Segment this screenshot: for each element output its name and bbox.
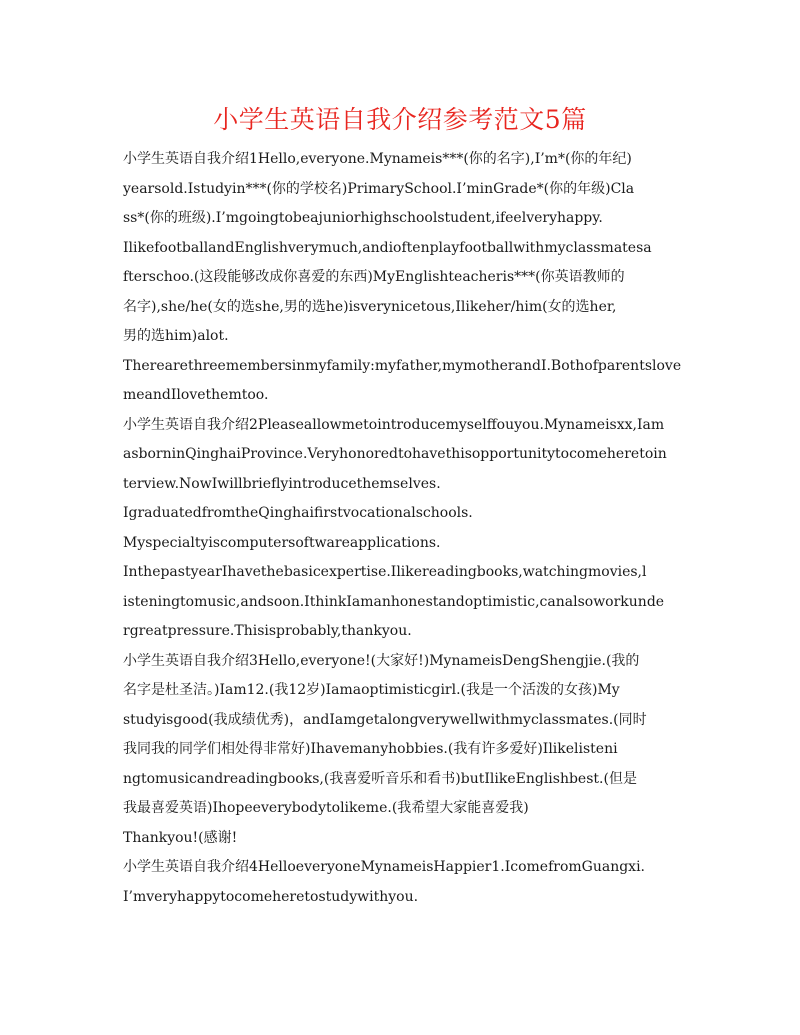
text-line: 小学生英语自我介绍2Pleaseallowmetointroducemyselffouyou.Mynameisxx,Iam — [123, 416, 665, 433]
text-line: Therearethreemembersinmyfamily:myfather,mymotherandI.Bothofparentslove — [123, 357, 682, 374]
text-line: 名字是杜圣洁。)Iam12.(我12岁)Iamaoptimisticgirl.(我是一个活泼的女孩)My — [123, 682, 620, 698]
text-line: 男的选him)alot. — [123, 328, 229, 344]
text-line: 我同我的同学们相处得非常好)Ihavemanyhobbies.(我有许多爱好)Ilikelisteni — [123, 741, 618, 757]
text-line: terview.NowIwillbrieflyintroducethemselves. — [123, 475, 441, 492]
text-line: ngtomusicandreadingbooks,(我喜爱听音乐和看书)butIlikeEnglishbest.(但是 — [123, 770, 637, 787]
text-line: 名字),she/he(女的选she,男的选he)isverynicetous,Ilikeher/him(女的选her, — [123, 298, 617, 315]
text-line: I’mveryhappytocomeheretostudywithyou. — [123, 888, 419, 905]
text-line: 我最喜爱英语)Ihopeeverybodytolikeme.(我希望大家能喜爱我) — [123, 800, 529, 816]
text-line: 小学生英语自我介绍3Hello,everyone!(大家好!)MynameisDengShengjie.(我的 — [123, 652, 640, 669]
text-line: yearsold.Istudyin***(你的学校名)PrimarySchool.I’minGrade*(你的年级)Cla — [123, 180, 635, 197]
text-line: fterschoo.(这段能够改成你喜爱的东西)MyEnglishteacheris***(你英语教师的 — [123, 269, 625, 285]
text-line: 小学生英语自我介绍4HelloeveryoneMynameisHappier1.IcomefromGuangxi. — [123, 859, 646, 875]
text-line: asborninQinghaiProvince.Veryhonoredtohavethisopportunitytocomeheretoin — [123, 446, 667, 462]
text-line: Thankyou!(感谢! — [123, 829, 238, 846]
document-title: 小学生英语自我介绍参考范文5篇 — [213, 105, 587, 134]
text-line: ss*(你的班级).I’mgoingtobeajuniorhighschoolstudent,ifeelveryhappy. — [123, 210, 603, 226]
text-line: IgraduatedfromtheQinghaifirstvocationalschools. — [123, 505, 473, 521]
text-line: Myspecialtyiscomputersoftwareapplications. — [123, 534, 441, 551]
text-line: isteningtomusic,andsoon.IthinkIamanhonestandoptimistic,canalsoworkunde — [123, 593, 665, 610]
text-line: IlikefootballandEnglishverymuch,andioftenplayfootballwithmyclassmatesa — [123, 239, 652, 256]
document-body — [123, 145, 683, 912]
text-line: InthepastyearIhavethebasicexpertise.Ilikereadingbooks,watchingmovies,l — [123, 564, 647, 580]
text-line: rgreatpressure.Thisisprobably,thankyou. — [123, 623, 412, 639]
text-line: 小学生英语自我介绍1Hello,everyone.Mynameis***(你的名字),I’m*(你的年纪) — [123, 151, 632, 167]
text-line: studyisgood(我成绩优秀)，andIamgetalongverywellwithmyclassmates.(同时 — [123, 711, 647, 728]
text-line: meandIlovethemtoo. — [123, 387, 269, 403]
